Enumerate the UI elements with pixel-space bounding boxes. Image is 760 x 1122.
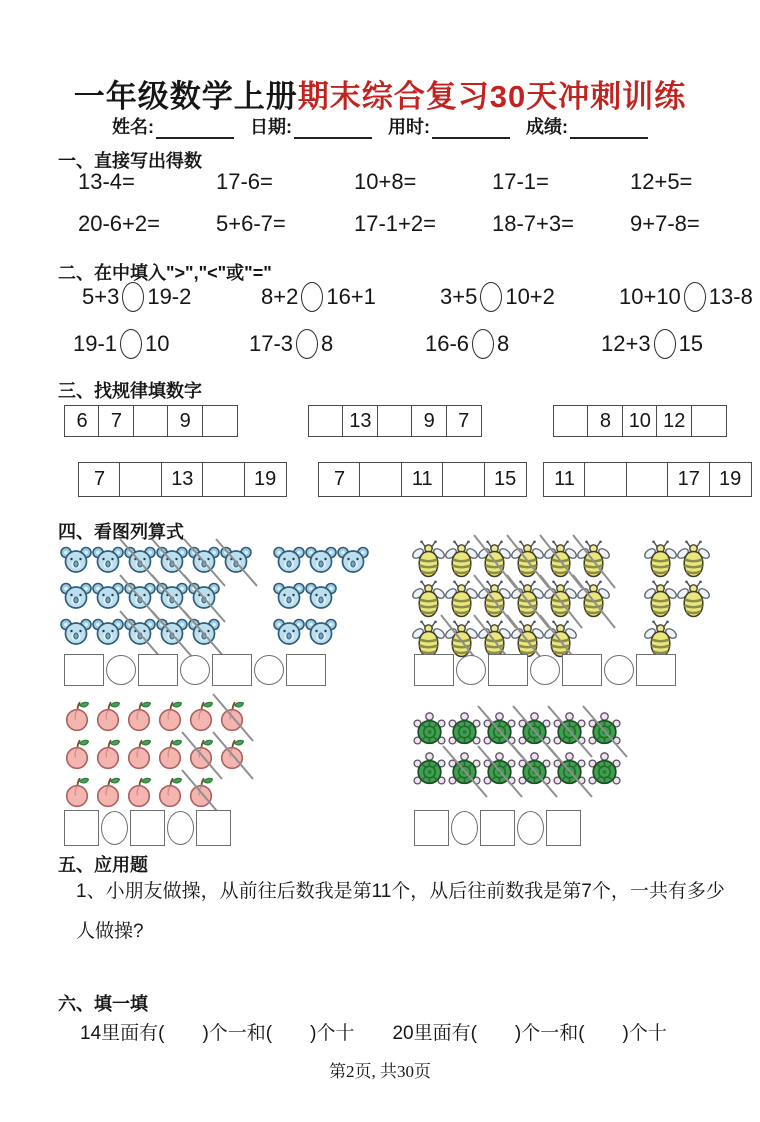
answer-box <box>480 810 515 846</box>
sequence-cell: 11 <box>543 462 586 497</box>
sequence-cell <box>359 462 402 497</box>
bee-icon <box>577 580 610 619</box>
answer-box <box>546 810 581 846</box>
section2-heading: 二、在中填入">","<"或"=" <box>58 263 272 283</box>
koala-icon <box>273 544 305 577</box>
section2-problems-row-1 <box>82 282 760 312</box>
number-sequence-strip <box>553 405 727 437</box>
arithmetic-problem: 17-6= <box>216 169 273 194</box>
answer-box <box>130 810 165 846</box>
koala-icon <box>305 544 337 577</box>
info-field-label: 姓名: <box>112 117 154 137</box>
comparison-problem <box>249 329 425 359</box>
sequence-cell <box>626 462 669 497</box>
apple-icon <box>62 775 93 808</box>
comparison-left-expression: 10+10 <box>619 284 681 309</box>
turtle-icon <box>552 751 587 788</box>
bee-icon <box>677 580 710 619</box>
sequence-cell: 7 <box>446 405 482 437</box>
bee-icon <box>412 580 445 619</box>
sequence-cell <box>553 405 589 437</box>
bee-icon <box>511 580 544 619</box>
answer-circle <box>530 655 560 685</box>
compare-circle <box>296 329 318 359</box>
title-book-part: 一年级数学上册 <box>73 78 298 114</box>
sequence-cell: 10 <box>622 405 658 437</box>
bee-icon <box>544 580 577 619</box>
koala-icon <box>92 616 124 649</box>
compare-circle <box>684 282 706 312</box>
blank-line <box>156 118 234 139</box>
section4-heading: 四、看图列算式 <box>58 522 184 542</box>
sequence-cell: 7 <box>98 405 134 437</box>
koala-icon <box>188 580 220 613</box>
koala-icon <box>305 580 337 613</box>
comparison-left-expression: 12+3 <box>601 331 651 356</box>
answer-box <box>212 654 252 686</box>
sequence-cell: 7 <box>78 462 121 497</box>
koala-icon <box>60 544 92 577</box>
student-info-row <box>112 113 648 139</box>
sequence-cell <box>119 462 162 497</box>
sequence-cell <box>133 405 169 437</box>
answer-circle <box>101 811 128 845</box>
apple-icon <box>217 737 248 770</box>
apple-icon <box>93 699 124 732</box>
info-field <box>526 113 648 139</box>
sequence-cell: 6 <box>64 405 100 437</box>
number-sequence-strip <box>318 462 527 497</box>
equation-answer-strip <box>64 810 231 846</box>
word-problem-line-2: 人做操? <box>76 921 144 942</box>
answer-circle <box>456 655 486 685</box>
sequence-cell <box>442 462 485 497</box>
apple-icon <box>124 737 155 770</box>
compare-circle <box>120 329 142 359</box>
comparison-right-expression: 8 <box>497 331 510 356</box>
arithmetic-problem: 18-7+3= <box>492 211 574 236</box>
sequence-cell: 15 <box>484 462 527 497</box>
blank-line <box>570 118 648 139</box>
koala-icon <box>124 544 156 577</box>
answer-circle <box>451 811 478 845</box>
section1-heading: 一、直接写出得数 <box>58 151 202 171</box>
equation-answer-strip <box>414 654 676 686</box>
arithmetic-problem: 20-6+2= <box>78 211 160 236</box>
koala-icon <box>188 616 220 649</box>
apple-icon <box>62 699 93 732</box>
comparison-left-expression: 3+5 <box>440 284 478 309</box>
apple-icon <box>124 699 155 732</box>
answer-box <box>562 654 602 686</box>
answer-circle <box>517 811 544 845</box>
info-field-label: 用时: <box>388 117 430 137</box>
bee-icon <box>511 540 544 579</box>
turtle-icon <box>447 751 482 788</box>
turtle-icon <box>517 751 552 788</box>
turtle-icon <box>482 711 517 748</box>
section6-heading: 六、填一填 <box>58 994 148 1014</box>
turtle-icon <box>412 751 447 788</box>
compare-circle <box>301 282 323 312</box>
apple-icon <box>155 775 186 808</box>
turtle-icon <box>587 711 622 748</box>
arithmetic-problem: 5+6-7= <box>216 211 286 236</box>
turtle-icon <box>587 751 622 788</box>
equation-answer-strip <box>64 654 326 686</box>
apple-icon <box>186 775 217 808</box>
turtle-icon <box>517 711 552 748</box>
koala-icon <box>156 544 188 577</box>
equation-answer-strip <box>414 810 581 846</box>
sequence-cell: 19 <box>244 462 287 497</box>
sequence-cell: 8 <box>587 405 623 437</box>
answer-box <box>414 810 449 846</box>
answer-circle <box>604 655 634 685</box>
koala-icon <box>60 616 92 649</box>
sequence-cell <box>584 462 627 497</box>
title-exam-part: 期末综合复习30天冲刺训练 <box>297 78 687 114</box>
answer-box <box>286 654 326 686</box>
blank-line <box>432 118 510 139</box>
comparison-right-expression: 8 <box>321 331 334 356</box>
comparison-left-expression: 16-6 <box>425 331 470 356</box>
koala-icon <box>337 544 369 577</box>
word-problem-line-1: 1、小朋友做操，从前往后数我是第11个，从后往前数我是第7个，一共有多少 <box>76 881 725 902</box>
info-field <box>388 113 510 139</box>
arithmetic-problem: 10+8= <box>354 169 417 194</box>
comparison-problem <box>425 329 601 359</box>
sequence-cell: 13 <box>342 405 378 437</box>
answer-circle <box>254 655 284 685</box>
sequence-cell: 13 <box>161 462 204 497</box>
sequence-cell: 19 <box>709 462 752 497</box>
turtle-icon <box>552 711 587 748</box>
koala-icon <box>124 580 156 613</box>
bee-icon <box>577 540 610 579</box>
bee-icon <box>478 540 511 579</box>
turtle-icon <box>412 711 447 748</box>
arithmetic-problem: 17-1+2= <box>354 211 436 236</box>
arithmetic-problem: 13-4= <box>78 169 135 194</box>
arithmetic-problem: 9+7-8= <box>630 211 700 236</box>
info-field <box>112 113 234 139</box>
koala-icon <box>124 616 156 649</box>
koala-icon <box>156 580 188 613</box>
comparison-left-expression: 8+2 <box>261 284 299 309</box>
comparison-left-expression: 17-3 <box>249 331 294 356</box>
apple-icon <box>62 737 93 770</box>
apple-icon <box>217 699 248 732</box>
apple-icon <box>186 699 217 732</box>
bee-icon <box>478 580 511 619</box>
section5-heading: 五、应用题 <box>58 855 148 875</box>
koala-icon <box>156 616 188 649</box>
answer-box <box>636 654 676 686</box>
bee-icon <box>644 580 677 619</box>
sequence-cell: 12 <box>656 405 692 437</box>
bee-icon <box>644 540 677 579</box>
answer-box <box>64 810 99 846</box>
koala-icon <box>188 544 220 577</box>
apple-icon <box>93 775 124 808</box>
bee-icon <box>677 540 710 579</box>
comparison-right-expression: 19-2 <box>147 284 192 309</box>
apple-icon <box>93 737 124 770</box>
sequence-cell: 17 <box>667 462 710 497</box>
arithmetic-problem: 12+5= <box>630 169 693 194</box>
answer-box <box>488 654 528 686</box>
answer-circle <box>180 655 210 685</box>
koala-icon <box>273 616 305 649</box>
koala-icon <box>92 544 124 577</box>
number-sequence-strip <box>543 462 752 497</box>
comparison-problem <box>619 282 760 312</box>
koala-icon <box>60 580 92 613</box>
answer-circle <box>106 655 136 685</box>
blank-line <box>294 118 372 139</box>
fill-in-line: 14里面有( )个一和( )个十 20里面有( )个一和( )个十 <box>80 1023 667 1044</box>
comparison-right-expression: 15 <box>678 331 704 356</box>
koala-icon <box>273 580 305 613</box>
apple-icon <box>155 699 186 732</box>
comparison-right-expression: 16+1 <box>326 284 376 309</box>
info-field <box>250 113 372 139</box>
answer-circle <box>167 811 194 845</box>
koala-icon <box>305 616 337 649</box>
compare-circle <box>472 329 494 359</box>
comparison-problem <box>82 282 261 312</box>
comparison-right-expression: 13-8 <box>708 284 753 309</box>
sequence-cell: 9 <box>167 405 203 437</box>
compare-circle <box>122 282 144 312</box>
sequence-cell: 9 <box>411 405 447 437</box>
page-footer: 第2页, 共30页 <box>329 1062 431 1081</box>
number-sequence-strip <box>308 405 482 437</box>
comparison-left-expression: 19-1 <box>73 331 118 356</box>
apple-icon <box>155 737 186 770</box>
sequence-cell: 7 <box>318 462 361 497</box>
comparison-problem <box>440 282 619 312</box>
koala-icon <box>220 544 252 577</box>
sequence-cell <box>308 405 344 437</box>
section1-problems-row-1 <box>78 169 760 195</box>
comparison-problem <box>601 329 760 359</box>
apple-icon <box>124 775 155 808</box>
section3-heading: 三、找规律填数字 <box>58 381 202 401</box>
section2-problems-row-2 <box>73 329 760 359</box>
section1-problems-row-2 <box>78 211 760 237</box>
answer-box <box>64 654 104 686</box>
comparison-problem <box>73 329 249 359</box>
koala-icon <box>92 580 124 613</box>
bee-icon <box>544 540 577 579</box>
info-field-label: 成绩: <box>526 117 568 137</box>
bee-icon <box>445 540 478 579</box>
turtle-icon <box>482 751 517 788</box>
answer-box <box>196 810 231 846</box>
answer-box <box>138 654 178 686</box>
comparison-left-expression: 5+3 <box>82 284 120 309</box>
comparison-right-expression: 10+2 <box>505 284 555 309</box>
sequence-cell <box>691 405 727 437</box>
sequence-cell <box>377 405 413 437</box>
compare-circle <box>654 329 676 359</box>
apple-icon <box>186 737 217 770</box>
answer-box <box>414 654 454 686</box>
bee-icon <box>412 540 445 579</box>
bee-icon <box>445 580 478 619</box>
sequence-cell <box>202 405 238 437</box>
comparison-problem <box>261 282 440 312</box>
number-sequence-strip <box>78 462 287 497</box>
info-field-label: 日期: <box>250 117 292 137</box>
turtle-icon <box>447 711 482 748</box>
sequence-cell <box>202 462 245 497</box>
page-title <box>0 71 760 116</box>
compare-circle <box>480 282 502 312</box>
arithmetic-problem: 17-1= <box>492 169 549 194</box>
sequence-cell: 11 <box>401 462 444 497</box>
number-sequence-strip <box>64 405 238 437</box>
comparison-right-expression: 10 <box>145 331 170 356</box>
